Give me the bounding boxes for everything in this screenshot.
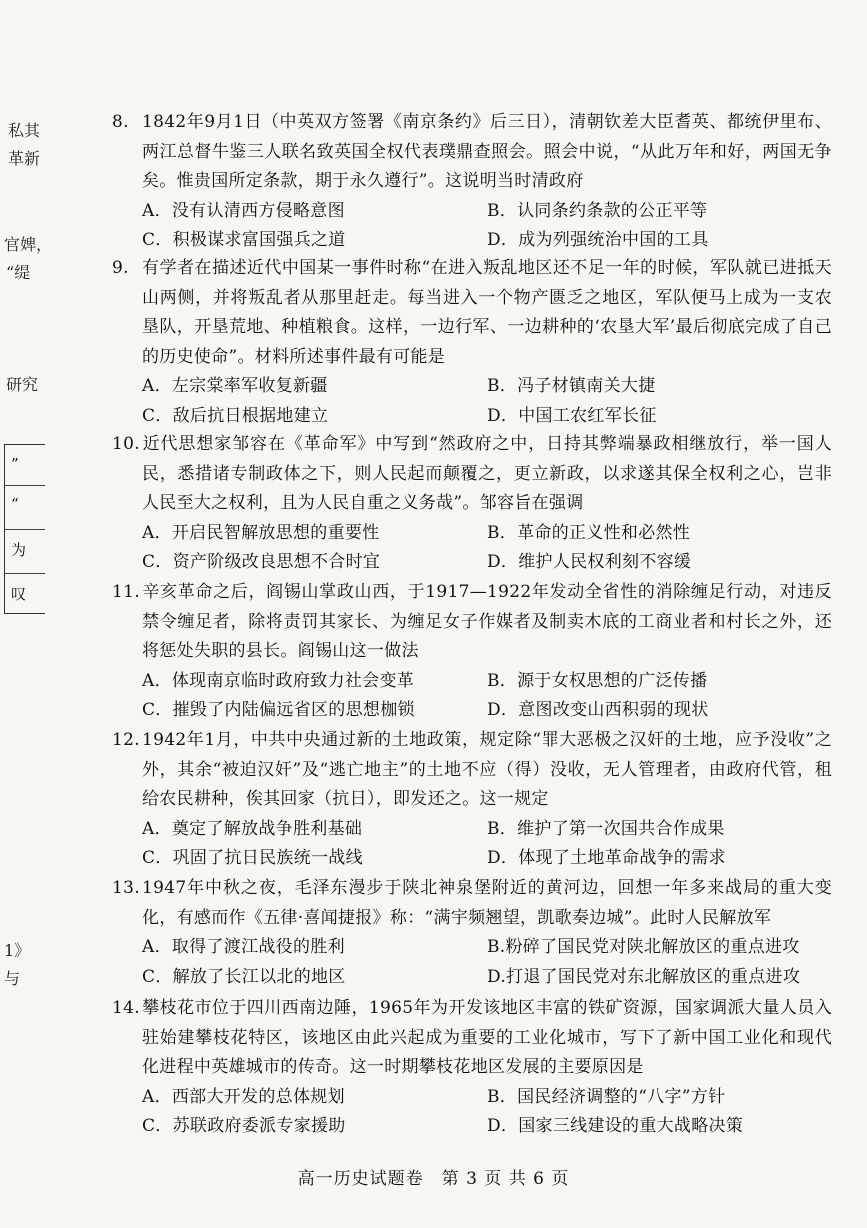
margin-fragment: 为 <box>11 541 27 559</box>
question-14 <box>112 994 832 1142</box>
options <box>112 519 832 578</box>
option-a[interactable]: A．开启民智解放思想的重要性 <box>142 522 380 543</box>
table-rule <box>5 485 45 486</box>
question-text: 1942年1月，中共中央通过新的土地政策，规定除“罪大恶极之汉奸的土地，应予没收”之外，其余“被迫汉奸”及“逃亡地主”的土地不应（得）没收，无人管理者，由政府代管，租给农民耕种，俟其回家（抗日），即发还之。这一规定 <box>142 730 832 809</box>
option-b[interactable]: B．维护了第一次国共合作成果 <box>487 818 725 839</box>
question-stem <box>112 726 832 815</box>
margin-fragment: 与 <box>4 969 21 988</box>
option-c[interactable]: C．巩固了抗日民族统一战线 <box>142 848 363 868</box>
option-a[interactable]: A．左宗棠率军收复新疆 <box>142 376 328 396</box>
margin-fragment: 研究 <box>6 375 39 394</box>
question-10 <box>112 430 832 578</box>
question-8 <box>112 108 832 256</box>
table-rule <box>5 573 45 574</box>
question-number: 11. <box>112 582 140 602</box>
question-11 <box>112 578 832 726</box>
option-a[interactable]: A．取得了渡江战役的胜利 <box>142 937 345 957</box>
option-b[interactable]: B．革命的正义性和必然性 <box>487 522 691 543</box>
option-d[interactable]: D．成为列强统治中国的工具 <box>487 230 709 250</box>
margin-fragment: “ <box>11 495 19 513</box>
option-d[interactable]: D．中国工农红军长征 <box>487 405 657 426</box>
question-12 <box>112 726 832 874</box>
margin-fragment: 私其 <box>8 121 41 140</box>
question-text: 辛亥革命之后，阎锡山掌政山西，于1917—1922年发动全省性的消除缠足行动，对违反禁令缠足者，除将责罚其家长、为缠足女子作媒者及制卖木底的工商业者和村长之外，还将惩处失职的县长。阎锡山这一做法 <box>142 582 832 661</box>
question-text: 攀枝花市位于四川西南边陲，1965年为开发该地区丰富的铁矿资源，国家调派大量人员入驻始建攀枝花特区，该地区由此兴起成为重要的工业化城市，写下了新中国工业化和现代化进程中英雄城市的传奇。这一时期攀枝花地区发展的主要原因是 <box>142 998 832 1077</box>
option-b[interactable]: B．源于女权思想的广泛传播 <box>487 670 708 691</box>
option-c[interactable]: C．解放了长江以北的地区 <box>142 966 346 987</box>
option-b[interactable]: B．认同条约条款的公正平等 <box>487 200 708 221</box>
options <box>112 667 832 726</box>
option-b[interactable]: B．国民经济调整的“八字”方针 <box>487 1086 726 1107</box>
question-number: 8. <box>112 112 129 132</box>
question-text: 有学者在描述近代中国某一事件时称“在进入叛乱地区还不足一年的时候，军队就已进抵天山两侧，并将叛乱者从那里赶走。每当进入一个物产匮乏之地区，军队便马上成为一支农垦队，开垦荒地、种植粮食。这样，一边行军、一边耕种的‘农垦大军’最后彻底完成了自己的历史使命”。材料所述事件最有可能是 <box>142 258 832 367</box>
question-text: 1842年9月1日（中英双方签署《南京条约》后三日），清朝钦差大臣耆英、都统伊里布、两江总督牛鉴三人联名致英国全权代表璞鼎查照会。照会中说，“从此万年和好，两国无争矣。惟贵国所定条款，期于永久遵行”。这说明当时清政府 <box>142 112 832 191</box>
margin-fragment: 1》 <box>4 941 31 960</box>
question-number: 13. <box>112 878 140 898</box>
option-a[interactable]: A．奠定了解放战争胜利基础 <box>142 818 363 839</box>
question-13 <box>112 874 832 992</box>
margin-table-fragment <box>4 444 45 614</box>
margin-fragment: 革新 <box>8 149 41 168</box>
question-stem <box>112 108 832 197</box>
option-d[interactable]: D．国家三线建设的重大战略决策 <box>487 1116 744 1136</box>
question-number: 14. <box>112 998 140 1018</box>
table-rule <box>5 529 45 530</box>
option-d[interactable]: D．体现了土地革命战争的需求 <box>487 848 726 868</box>
option-b[interactable]: B.粉碎了国民党对陕北解放区的重点进攻 <box>487 937 800 957</box>
margin-fragment: 官婢， <box>4 235 53 254</box>
margin-fragment: “缇 <box>6 263 31 282</box>
options <box>112 815 832 874</box>
option-d[interactable]: D．维护人民权利刻不容缓 <box>487 552 692 572</box>
option-a[interactable]: A．没有认清西方侵略意图 <box>142 200 345 221</box>
options <box>112 933 832 992</box>
page-footer: 高一历史试题卷 第 3 页 共 6 页 <box>297 1169 570 1189</box>
option-b[interactable]: B．冯子材镇南关大捷 <box>487 376 656 396</box>
option-c[interactable]: C．积极谋求富国强兵之道 <box>142 230 346 250</box>
option-c[interactable]: C．资产阶级改良思想不合时宜 <box>142 552 381 572</box>
options <box>112 197 832 256</box>
question-number: 9. <box>112 258 129 278</box>
question-9 <box>112 254 832 431</box>
option-c[interactable]: C．敌后抗日根据地建立 <box>142 405 329 426</box>
options <box>112 1083 832 1142</box>
question-stem <box>112 430 832 519</box>
question-stem <box>112 578 832 667</box>
question-stem <box>112 874 832 933</box>
question-stem <box>112 254 832 372</box>
question-stem <box>112 994 832 1083</box>
option-a[interactable]: A．体现南京临时政府致力社会变革 <box>142 670 415 691</box>
question-text: 近代思想家邹容在《革命军》中写到“然政府之中，日持其弊端暴政相继放行，举一国人民，悉措诸专制政体之下，则人民起而颠覆之，更立新政，以求遂其保全权利之心，岂非人民至大之权利，且为人民自重之义务哉”。邹容旨在强调 <box>142 434 832 513</box>
options <box>112 372 832 431</box>
option-d[interactable]: D.打退了国民党对东北解放区的重点进攻 <box>487 966 801 987</box>
option-c[interactable]: C．苏联政府委派专家援助 <box>142 1116 346 1136</box>
option-d[interactable]: D．意图改变山西积弱的现状 <box>487 700 709 720</box>
margin-fragment: ” <box>11 455 19 473</box>
option-c[interactable]: C．摧毁了内陆偏远省区的思想枷锁 <box>142 700 415 720</box>
question-text: 1947年中秋之夜，毛泽东漫步于陕北神泉堡附近的黄河边，回想一年多来战局的重大变化，有感而作《五律·喜闻捷报》称：“满宇频翘望，凯歌奏边城”。此时人民解放军 <box>142 878 832 928</box>
option-a[interactable]: A．西部大开发的总体规划 <box>142 1086 345 1107</box>
margin-fragment: 叹 <box>11 585 27 603</box>
question-number: 10. <box>112 434 140 454</box>
question-number: 12. <box>112 730 140 750</box>
